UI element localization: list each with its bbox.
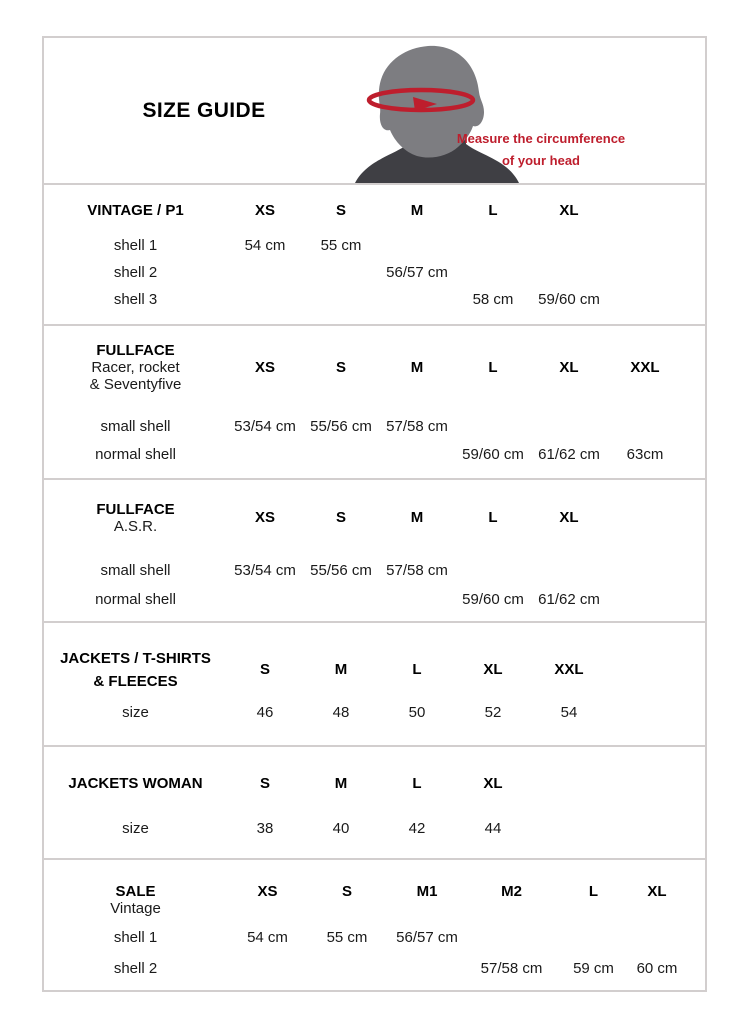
cell-value	[379, 445, 455, 465]
cell-value: 57/58 cm	[480, 960, 543, 977]
cell-value	[379, 236, 455, 256]
cell-value: 53/54 cm	[234, 418, 296, 435]
column-header: M	[410, 509, 424, 526]
table-row	[44, 819, 705, 839]
cell-value	[632, 928, 682, 948]
cell-value	[531, 263, 607, 283]
cell-value	[227, 290, 303, 310]
section-title-line: JACKETS WOMAN	[68, 775, 203, 792]
column-header: L	[588, 883, 599, 900]
cell-value	[455, 236, 531, 256]
cell-value: 55 cm	[320, 237, 362, 254]
cell-value	[386, 959, 468, 979]
column-header: XL	[483, 661, 503, 678]
column-header: S	[259, 775, 270, 792]
row-label: size	[122, 704, 149, 721]
cell-value	[531, 236, 607, 256]
cell-value: 53/54 cm	[234, 562, 296, 579]
row-label: shell 2	[113, 960, 158, 977]
section-title-line: FULLFACE	[96, 501, 175, 518]
cell-value: 63cm	[626, 446, 664, 463]
cell-value: 59 cm	[573, 960, 614, 977]
row-label: normal shell	[95, 446, 176, 463]
cell-value: 55/56 cm	[310, 562, 372, 579]
section-fullface-racer	[44, 324, 705, 478]
cell-value: 44	[484, 820, 502, 837]
row-label: normal shell	[95, 591, 176, 608]
section-title	[44, 201, 227, 221]
section-header-row	[44, 747, 705, 794]
row-label: small shell	[100, 418, 171, 435]
section-title-line: & FLEECES	[93, 673, 178, 690]
size-guide-sheet	[42, 36, 707, 992]
instruction-line-1: Measure the circumference	[456, 131, 626, 146]
cell-value: 61/62 cm	[538, 446, 600, 463]
measure-instruction	[455, 128, 627, 172]
cell-value	[308, 959, 386, 979]
cell-value: 54 cm	[244, 237, 286, 254]
section-vintage-p1	[44, 183, 705, 324]
section-title-line: VINTAGE / P1	[87, 202, 184, 219]
cell-value	[227, 263, 303, 283]
cell-value	[455, 561, 531, 581]
section-header-row	[44, 623, 705, 693]
column-header: XXL	[630, 358, 660, 376]
cell-value: 54	[560, 704, 578, 721]
cell-value	[227, 445, 303, 465]
cell-value: 55 cm	[326, 929, 368, 946]
header	[44, 38, 705, 183]
column-header: XS	[254, 509, 275, 526]
cell-value	[531, 417, 607, 437]
section-header-row	[44, 860, 705, 917]
column-header: XS	[257, 883, 278, 900]
column-header: S	[335, 202, 346, 219]
cell-value: 52	[484, 704, 502, 721]
column-header: S	[341, 883, 352, 900]
cell-value: 60 cm	[636, 960, 678, 977]
row-label: shell 1	[113, 929, 158, 946]
table-row	[44, 959, 705, 979]
row-label: shell 2	[113, 264, 158, 281]
section-sale-vintage	[44, 858, 705, 990]
section-header-row	[44, 480, 705, 535]
row-label: shell 1	[113, 237, 158, 254]
column-header: XL	[559, 202, 579, 219]
section-title-line: & Seventyfive	[89, 376, 182, 393]
row-label: size	[122, 820, 149, 837]
column-header: M2	[501, 883, 522, 900]
column-header: S	[259, 661, 270, 678]
column-header: XS	[254, 202, 275, 219]
table-row	[44, 417, 705, 437]
section-fullface-asr	[44, 478, 705, 621]
sections	[44, 183, 705, 990]
section-title-line: Racer, rocket	[91, 359, 180, 376]
column-header: M	[334, 775, 348, 792]
column-header: L	[488, 509, 498, 526]
cell-value	[379, 290, 455, 310]
cell-value: 40	[332, 820, 350, 837]
cell-value: 57/58 cm	[386, 562, 448, 579]
section-jackets-tshirts	[44, 621, 705, 745]
column-header: M	[410, 358, 424, 376]
table-row	[44, 263, 705, 283]
cell-value: 61/62 cm	[538, 591, 600, 608]
cell-value	[607, 417, 683, 437]
section-header-row	[44, 326, 705, 393]
column-header: XL	[647, 883, 667, 900]
column-header: L	[488, 358, 498, 376]
column-header: XXL	[554, 661, 584, 678]
cell-value	[555, 928, 632, 948]
column-header: S	[335, 358, 346, 376]
section-title	[44, 501, 227, 535]
column-header: S	[335, 509, 346, 526]
cell-value	[303, 445, 379, 465]
cell-value: 59/60 cm	[462, 446, 524, 463]
column-header: L	[488, 202, 498, 219]
section-title-line: A.S.R.	[113, 518, 158, 535]
section-header-row	[44, 185, 705, 221]
column-header: L	[412, 775, 422, 792]
cell-value: 55/56 cm	[310, 418, 372, 435]
section-title-line: Vintage	[110, 900, 161, 917]
cell-value: 56/57 cm	[396, 929, 458, 946]
cell-value: 57/58 cm	[386, 418, 448, 435]
table-row	[44, 290, 705, 310]
cell-value: 46	[256, 704, 274, 721]
table-row	[44, 590, 705, 610]
cell-value	[227, 959, 308, 979]
section-title-line: SALE	[115, 883, 156, 900]
table-row	[44, 928, 705, 948]
cell-value: 59/60 cm	[538, 291, 600, 308]
cell-value: 38	[256, 820, 274, 837]
row-label: small shell	[100, 562, 171, 579]
row-label: shell 3	[113, 291, 158, 308]
section-title-line: FULLFACE	[96, 342, 175, 359]
cell-value	[303, 290, 379, 310]
page-title: SIZE GUIDE	[142, 99, 266, 122]
column-header: XL	[559, 358, 579, 376]
cell-value	[379, 590, 455, 610]
column-header: XS	[254, 358, 275, 376]
cell-value: 59/60 cm	[462, 591, 524, 608]
table-row	[44, 236, 705, 256]
cell-value	[455, 263, 531, 283]
table-row	[44, 561, 705, 581]
column-header: M1	[416, 883, 438, 900]
cell-value: 50	[408, 704, 426, 721]
table-row	[44, 703, 705, 723]
section-title-line: JACKETS / T-SHIRTS	[60, 650, 211, 667]
column-header: M	[410, 202, 424, 219]
table-row	[44, 445, 705, 465]
section-jackets-woman	[44, 745, 705, 858]
cell-value	[303, 263, 379, 283]
instruction-line-2: of your head	[501, 153, 580, 168]
cell-value: 56/57 cm	[386, 264, 448, 281]
cell-value: 54 cm	[247, 929, 288, 946]
column-header: M	[334, 661, 348, 678]
cell-value: 58 cm	[472, 291, 514, 308]
cell-value	[531, 561, 607, 581]
section-title	[44, 774, 227, 794]
cell-value	[468, 928, 555, 948]
section-title	[44, 883, 227, 917]
column-header: XL	[483, 775, 503, 792]
cell-value: 42	[408, 820, 426, 837]
cell-value	[455, 417, 531, 437]
cell-value	[227, 590, 303, 610]
section-title	[44, 647, 227, 693]
column-header: L	[412, 661, 422, 678]
column-header: XL	[559, 509, 579, 526]
cell-value	[303, 590, 379, 610]
section-title	[44, 342, 227, 393]
cell-value: 48	[332, 704, 350, 721]
